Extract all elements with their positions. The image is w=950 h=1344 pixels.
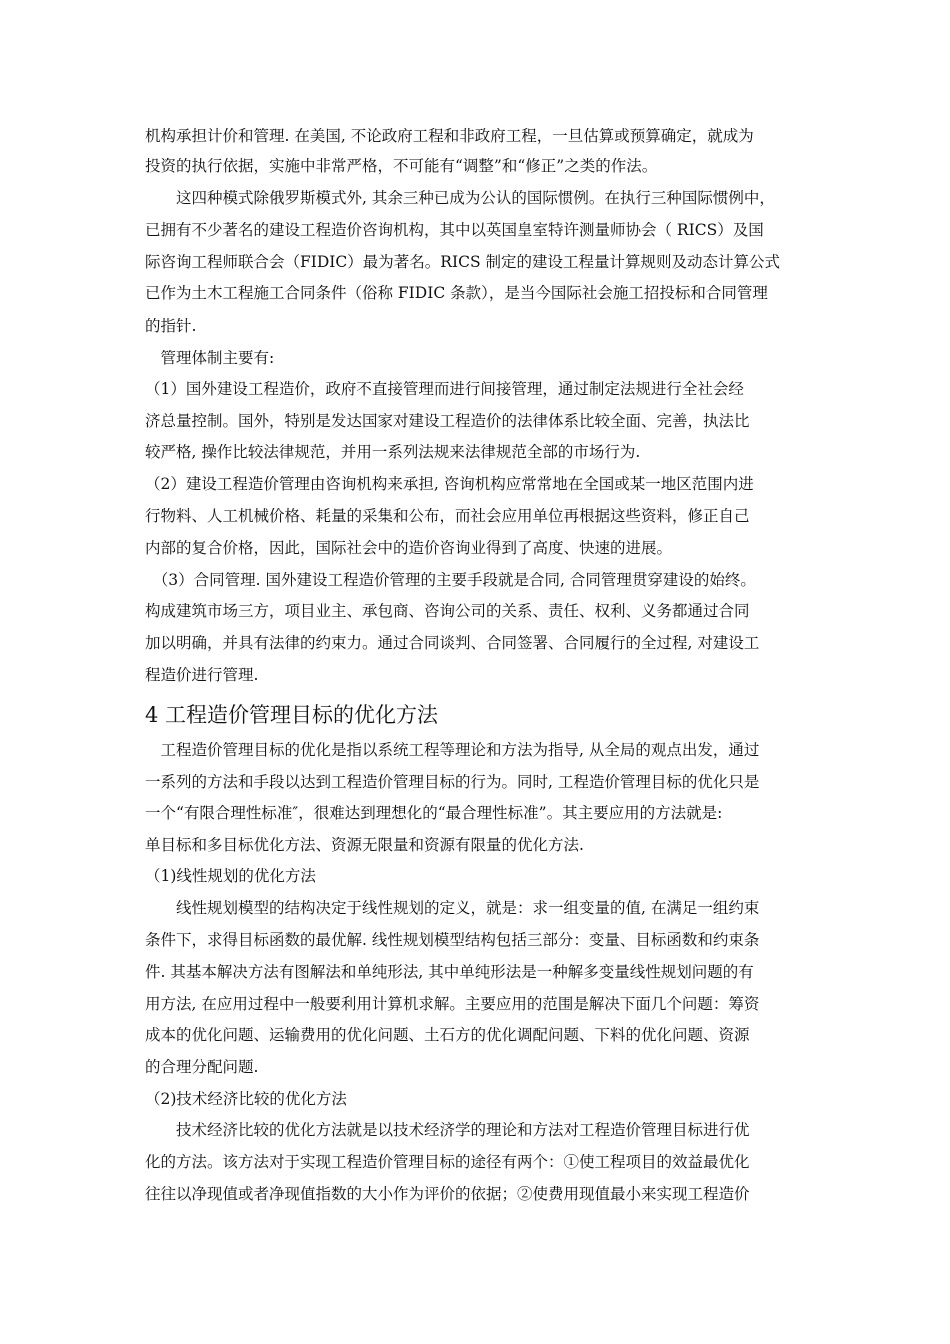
body-line-20: 一系列的方法和手段以达到工程造价管理目标的行为。同时, 工程造价管理目标的优化只是: [145, 773, 760, 791]
body-line-26: 用方法, 在应用过程中一般要利用计算机求解。主要应用的范围是解决下面几个问题：筹资: [145, 995, 760, 1013]
body-line-6: 已作为土木工程施工合同条件（俗称 FIDIC 条款），是当今国际社会施工招投标和合同管理: [145, 284, 768, 302]
body-line-8: 管理体制主要有:: [145, 349, 275, 367]
body-line-30: 化的方法。该方法对于实现工程造价管理目标的途径有两个：①使工程项目的效益最优化: [145, 1153, 750, 1171]
body-line-7: 的指针.: [145, 317, 197, 335]
body-line-12: （2）建设工程造价管理由咨询机构来承担, 咨询机构应常常地在全国或某一地区范围内进: [145, 475, 754, 493]
body-line-24: 条件下，求得目标函数的最优解. 线性规划模型结构包括三部分：变量、目标函数和约束条: [145, 931, 760, 949]
subheading-2: （2)技术经济比较的优化方法: [145, 1090, 347, 1108]
section-heading: 4 工程造价管理目标的优化方法: [145, 703, 439, 727]
body-line-3: 这四种模式除俄罗斯模式外, 其余三种已成为公认的国际惯例。在执行三种国际惯例中，: [145, 189, 775, 207]
body-line-13: 行物料、人工机械价格、耗量的采集和公布，而社会应用单位再根据这些资料，修正自己: [145, 507, 750, 525]
body-line-5: 际咨询工程师联合会（FIDIC）最为著名。RICS 制定的建设工程量计算规则及动态计算公式: [145, 253, 780, 271]
body-line-25: 件. 其基本解决方法有图解法和单纯形法, 其中单纯形法是一种解多变量线性规划问题的有: [145, 963, 754, 981]
body-line-17: 加以明确，并具有法律的约束力。通过合同谈判、合同签署、合同履行的全过程, 对建设工: [145, 634, 760, 652]
body-line-27: 成本的优化问题、运输费用的优化问题、土石方的优化调配问题、下料的优化问题、资源: [145, 1026, 750, 1044]
body-line-18: 程造价进行管理.: [145, 666, 259, 684]
body-line-16: 构成建筑市场三方，项目业主、承包商、咨询公司的关系、责任、权利、义务都通过合同: [145, 602, 750, 620]
body-line-19: 工程造价管理目标的优化是指以系统工程等理论和方法为指导, 从全局的观点出发，通过: [145, 741, 760, 759]
subheading-1: （1)线性规划的优化方法: [145, 867, 316, 885]
body-line-11: 较严格, 操作比较法律规范，并用一系列法规来法律规范全部的市场行为.: [145, 443, 641, 461]
body-line-28: 的合理分配问题.: [145, 1058, 259, 1076]
body-line-10: 济总量控制。国外，特别是发达国家对建设工程造价的法律体系比较全面、完善，执法比: [145, 412, 750, 430]
body-line-15: （3）合同管理. 国外建设工程造价管理的主要手段就是合同, 合同管理贯穿建设的始终。: [145, 571, 756, 589]
body-line-4: 已拥有不少著名的建设工程造价咨询机构，其中以英国皇室特许测量师协会（ RICS）及国: [145, 221, 764, 239]
body-line-2: 投资的执行依据，实施中非常严格，不可能有“调整”和“修正”之类的作法。: [145, 157, 658, 175]
body-line-9: （1）国外建设工程造价，政府不直接管理而进行间接管理，通过制定法规进行全社会经: [145, 380, 744, 398]
body-line-21: 一个“有限合理性标准″，很难达到理想化的“最合理性标准”。其主要应用的方法就是:: [145, 804, 723, 822]
body-line-1: 机构承担计价和管理. 在美国, 不论政府工程和非政府工程，一旦估算或预算确定，就成为: [145, 127, 754, 145]
body-line-22: 单目标和多目标优化方法、资源无限量和资源有限量的优化方法.: [145, 836, 584, 854]
body-line-14: 内部的复合价格，因此，国际社会中的造价咨询业得到了高度、快速的进展。: [145, 539, 673, 557]
body-line-23: 线性规划模型的结构决定于线性规划的定义，就是：求一组变量的值, 在满足一组约束: [145, 899, 760, 917]
body-line-31: 往往以净现值或者净现值指数的大小作为评价的依据；②使费用现值最小来实现工程造价: [145, 1185, 750, 1203]
body-line-29: 技术经济比较的优化方法就是以技术经济学的理论和方法对工程造价管理目标进行优: [145, 1121, 750, 1139]
